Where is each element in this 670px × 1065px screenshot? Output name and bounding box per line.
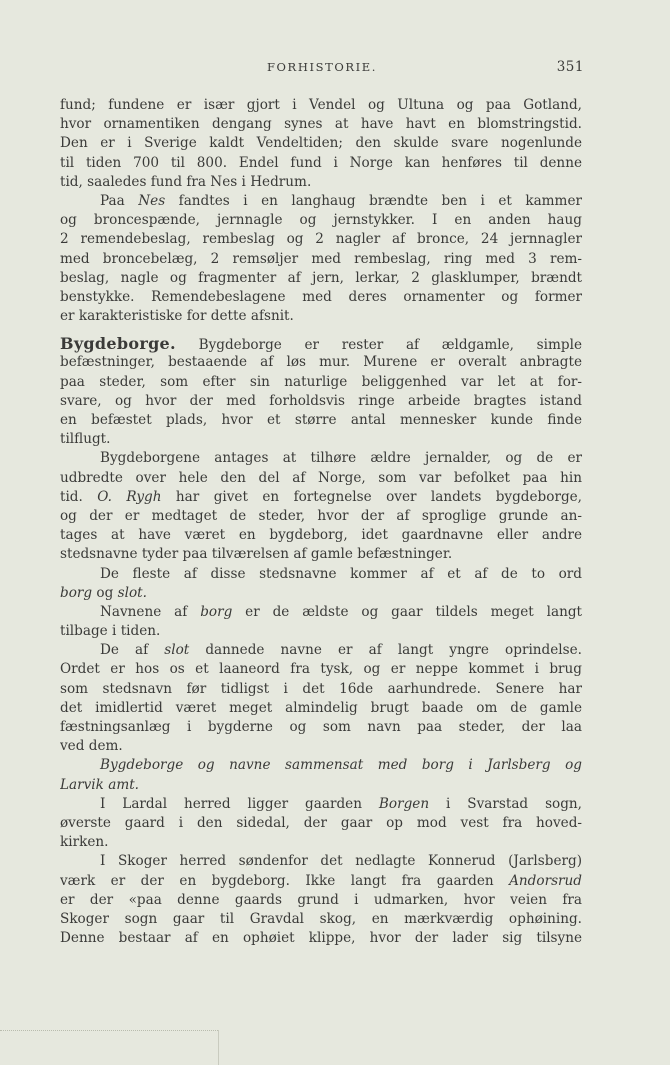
section-heading-line [60,334,582,353]
term: borg [200,603,233,620]
body-text [60,96,582,948]
term: slot. [117,584,147,601]
running-header [60,60,584,78]
text-line: tilbage i tiden. [60,623,161,640]
text-line: er der «paa denne gaards grund i udmarken, hvor veien fra [60,891,582,908]
subheading-line [60,776,582,795]
subheading: Larvik amt. [60,776,139,793]
term: slot [164,642,190,659]
text-line: en befæstet plads, hvor et større antal mennesker kunde finde [60,412,582,428]
page-edge-rule [0,1030,218,1032]
text-segment: dannede navne er af langt yngre oprindelse. [189,642,582,659]
term: borg [60,584,93,601]
text-line: De fleste af disse stedsnavne kommer af et af de to ord [100,565,582,582]
text-line [60,192,582,211]
text-line [60,641,582,660]
text-segment: Paa [100,192,139,209]
text-segment: I Lardal herred ligger gaarden [100,795,379,812]
text-line [60,603,582,622]
text-line: udbredte over hele den del af Norge, som var befolket paa hin [60,469,582,486]
text-line [60,872,582,891]
text-segment: og [92,584,118,601]
text-line: benstykke. Remendebeslagene med deres ornamenter og former [60,288,582,305]
text-line: 2 remendebeslag, rembeslag og 2 nagler af bronce, 24 jernnagler [60,231,582,248]
text-line: Skoger sogn gaar til Gravdal skog, en mærkværdig ophøining. [60,910,582,927]
text-line: tages at have været en bygdeborg, idet gaardnavne eller andre [60,527,582,544]
text-line [60,795,582,814]
text-line: øverste gaard i den sidedal, der gaar op mod vest fra hoved- [60,814,582,831]
text-segment: værk er der en bygdeborg. Ikke langt fra gaarden [60,872,510,889]
section-heading: Bygdeborge. [60,334,176,354]
text-segment: er de ældste og gaar tildels meget langt [232,603,582,620]
text-line [60,488,582,507]
text-line: fund; fundene er især gjort i Vendel og Ultuna og paa Gotland, [60,97,582,113]
text-line: tid, saaledes fund fra Nes i Hedrum. [60,173,312,190]
page-number: 351 [556,59,584,75]
text-segment: har givet en fortegnelse over landets bygdeborge, [161,488,582,505]
text-line: Denne bestaar af en ophøiet klippe, hvor der lader sig tilsyne [60,930,582,947]
text-line: kirken. [60,834,109,851]
subheading: Bygdeborge og navne sammensat med borg i Jarlsberg og [100,757,582,774]
text-line: fæstningsanlæg i bygderne og som navn paa steder, der laa [60,719,582,735]
author-name: O. Rygh [97,488,162,505]
text-line: og broncespænde, jernnagle og jernstykker. I en anden haug [60,212,582,229]
text-line: med broncebelæg, 2 remsøljer med rembeslag, ring med 3 rem- [60,250,582,267]
text-line: I Skoger herred søndenfor det nedlagte Konnerud (Jarlsberg) [100,853,582,870]
text-line: tilflugt. [60,431,111,448]
header-title: FORHISTORIE. [266,60,378,74]
text-line: Den er i Sverige kaldt Vendeltiden; den skulde svare nogenlunde [60,135,582,152]
text-segment: Navnene af [100,603,201,620]
place-name: Borgen [378,795,430,812]
place-name: Nes [138,192,166,209]
text-line: som stedsnavn før tidligst i det 16de aarhundrede. Senere har [60,680,582,697]
text-line: hvor ornamentiken dengang synes at have havt en blomstringstid. [60,116,582,133]
text-line: befæstninger, bestaaende af løs mur. Murene er overalt anbragte [60,354,582,371]
place-name: Andorsrud [509,872,582,889]
text-line: Ordet er hos os et laaneord fra tysk, og er neppe kommet i brug [60,661,582,678]
text-line: og der er medtaget de steder, hvor der af sproglige grunde an- [60,507,582,524]
text-line: stedsnavne tyder paa tilværelsen af gamle befæstninger. [60,546,453,563]
text-segment: i Svarstad sogn, [429,795,582,812]
text-segment: Bygdeborge er rester af ældgamle, simple [175,337,582,354]
text-line: det imidlertid været meget almindelig brugt baade om de gamle [60,699,582,716]
page-edge-tick [218,1030,219,1065]
text-line: til tiden 700 til 800. Endel fund i Norge kan henføres til denne [60,154,582,171]
text-line: er karakteristiske for dette afsnit. [60,308,294,325]
subheading-line [60,756,582,775]
text-segment: fandtes i en langhaug brændte ben i et kammer [165,192,582,209]
text-line: paa steder, som efter sin naturlige beliggenhed var let at for- [60,373,582,390]
text-line: svare, og hvor der med forholdsvis ringe arbeide bragtes istand [60,392,582,409]
text-segment: tid. [60,488,98,505]
text-line: Bygdeborgene antages at tilhøre ældre jernalder, og de er [100,450,582,467]
text-segment: De af [100,642,165,659]
text-line: ved dem. [60,738,123,755]
text-line [60,584,582,603]
text-line: beslag, nagle og fragmenter af jern, lerkar, 2 glasklumper, brændt [60,269,582,286]
